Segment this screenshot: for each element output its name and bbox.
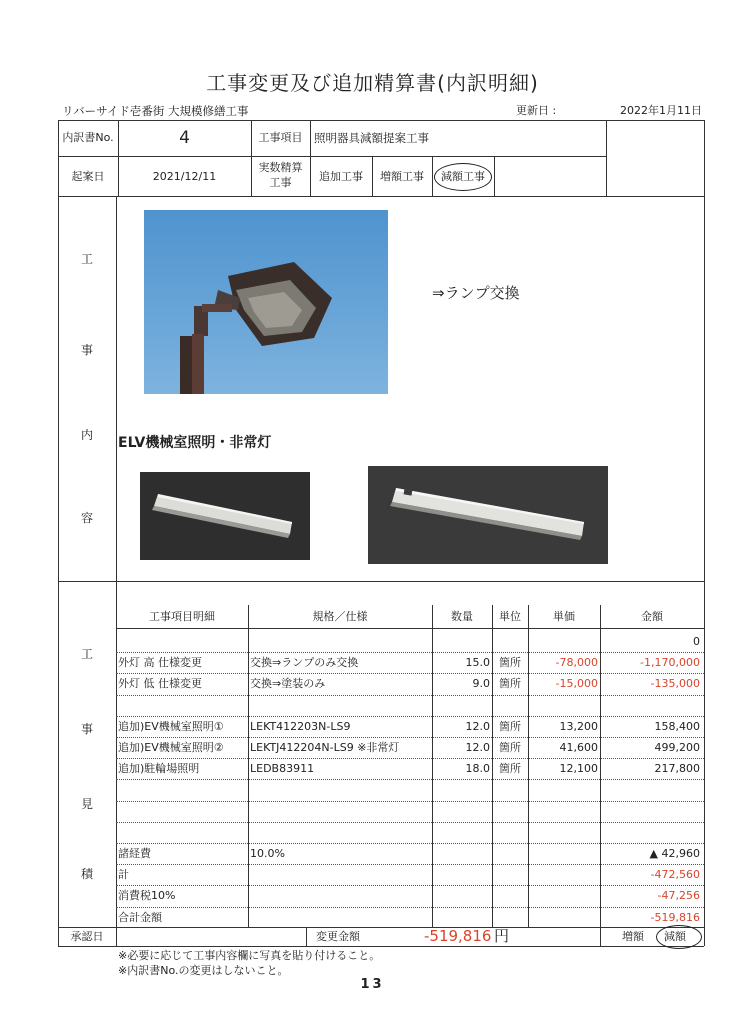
document-title: 工事変更及び追加精算書(内訳明細) bbox=[206, 71, 539, 95]
updated-date: 2022年1月11日 bbox=[620, 104, 702, 117]
header-col-3 bbox=[310, 120, 311, 196]
estimate-cell-amount: -1,170,000 bbox=[640, 656, 700, 670]
elv-label: ELV機械室照明・非常灯 bbox=[118, 435, 272, 451]
estimate-row-divider bbox=[116, 801, 704, 802]
footer-col-3 bbox=[600, 927, 601, 946]
col-header-spec: 規格／仕様 bbox=[312, 610, 368, 623]
estimate-cell-item: 計 bbox=[118, 868, 129, 882]
estimate-row-divider bbox=[116, 779, 704, 780]
type-option-add[interactable]: 追加工事 bbox=[319, 170, 363, 183]
change-label: 変更金額 bbox=[316, 930, 360, 943]
estimate-cell-amount: 0 bbox=[693, 635, 700, 648]
estimate-cell-item: 合計金額 bbox=[118, 910, 162, 924]
footer-col-2 bbox=[306, 927, 307, 946]
estimate-row-divider bbox=[116, 864, 704, 865]
estimate-side-divider bbox=[116, 581, 117, 927]
estimate-cell-spec: 交換⇒ランプのみ交換 bbox=[250, 656, 359, 670]
header-col-7 bbox=[606, 120, 607, 196]
estimate-cell-spec: 交換⇒塗装のみ bbox=[250, 677, 326, 691]
no-label: 内訳書No. bbox=[62, 131, 114, 144]
estimate-cell-qty: 9.0 bbox=[472, 677, 490, 691]
increase-label: 増額 bbox=[622, 930, 644, 943]
date-value: 2021/12/11 bbox=[152, 170, 217, 183]
lamp-change-note: ⇒ランプ交換 bbox=[432, 284, 520, 302]
estimate-row-divider bbox=[116, 673, 704, 674]
estimate-cell-amount: 158,400 bbox=[654, 719, 700, 733]
no-value: 4 bbox=[179, 128, 190, 148]
estimate-cell-item: 消費税10% bbox=[118, 889, 176, 903]
col-header-qty: 数量 bbox=[451, 610, 473, 623]
estimate-cell-unit: 箇所 bbox=[499, 762, 521, 776]
street-light-photo bbox=[144, 210, 388, 394]
content-side-divider bbox=[116, 196, 117, 581]
frame-bottom bbox=[58, 946, 704, 947]
estimate-cell-item: 外灯 高 仕様変更 bbox=[118, 656, 202, 670]
note-no-change: ※内訳書No.の変更はしないこと。 bbox=[118, 964, 289, 977]
estimate-col-1 bbox=[248, 605, 249, 927]
estimate-bottom bbox=[58, 927, 704, 928]
estimate-row-divider bbox=[116, 822, 704, 823]
note-photo: ※必要に応じて工事内容欄に写真を貼り付けること。 bbox=[118, 949, 381, 962]
estimate-cell-price: 12,100 bbox=[559, 762, 598, 776]
estimate-cell-amount: -135,000 bbox=[650, 677, 700, 691]
change-unit: 円 bbox=[494, 927, 510, 945]
decrease-selected-circle bbox=[656, 925, 702, 949]
estimate-cell-qty: 15.0 bbox=[465, 656, 490, 670]
page-number: 13 bbox=[360, 977, 385, 992]
content-side-char-4: 容 bbox=[80, 511, 93, 525]
estimate-cell-price: -78,000 bbox=[555, 656, 598, 670]
estimate-side-char-2: 事 bbox=[80, 722, 93, 736]
content-side-char-2: 事 bbox=[80, 343, 93, 357]
item-value: 照明器具減額提案工事 bbox=[314, 131, 429, 145]
estimate-cell-price: 13,200 bbox=[559, 719, 598, 733]
content-side-char-1: 工 bbox=[80, 252, 93, 266]
estimate-cell-price: -15,000 bbox=[555, 677, 598, 691]
col-header-amount: 金額 bbox=[641, 610, 663, 623]
estimate-cell-price: 41,600 bbox=[559, 741, 598, 754]
estimate-side-char-1: 工 bbox=[80, 647, 93, 661]
estimate-cell-item: 追加)EV機械室照明② bbox=[118, 741, 224, 754]
project-name: リバーサイド壱番街 大規模修繕工事 bbox=[62, 104, 249, 118]
estimate-cell-spec: LEDB83911 bbox=[250, 762, 315, 776]
header-row-divider bbox=[58, 156, 606, 157]
type-option-decrease[interactable]: 減額工事 bbox=[441, 170, 485, 183]
estimate-row-divider bbox=[116, 652, 704, 653]
estimate-cell-amount: -47,256 bbox=[657, 889, 700, 903]
estimate-cell-qty: 12.0 bbox=[465, 719, 490, 733]
col-header-price: 単価 bbox=[553, 610, 575, 623]
estimate-cell-amount: -472,560 bbox=[650, 868, 700, 882]
elv-light-photo-1 bbox=[140, 472, 310, 560]
estimate-cell-item: 追加)駐輪場照明 bbox=[118, 762, 200, 776]
estimate-cell-item: 外灯 低 仕様変更 bbox=[118, 677, 202, 691]
decrease-label: 減額 bbox=[664, 930, 686, 943]
header-bottom bbox=[58, 196, 704, 197]
estimate-cell-qty: 12.0 bbox=[465, 741, 490, 754]
estimate-row-divider bbox=[116, 885, 704, 886]
estimate-row-divider bbox=[116, 716, 704, 717]
type-label-line1: 実数精算 bbox=[258, 161, 303, 174]
estimate-cell-amount: ▲ 42,960 bbox=[649, 847, 700, 860]
frame-top bbox=[58, 120, 704, 121]
estimate-cell-unit: 箇所 bbox=[499, 656, 521, 670]
content-bottom bbox=[58, 581, 704, 582]
col-header-unit: 単位 bbox=[499, 610, 521, 623]
estimate-side-char-4: 積 bbox=[80, 867, 93, 881]
date-label: 起案日 bbox=[71, 170, 105, 183]
estimate-cell-unit: 箇所 bbox=[499, 677, 521, 691]
estimate-side-char-3: 見 bbox=[80, 797, 93, 811]
estimate-row-divider bbox=[116, 695, 704, 696]
header-col-6 bbox=[494, 156, 495, 196]
estimate-cell-unit: 箇所 bbox=[499, 719, 521, 733]
frame-right bbox=[704, 120, 705, 946]
approval-label: 承認日 bbox=[70, 930, 104, 943]
type-selected-circle bbox=[434, 163, 492, 191]
estimate-row-divider bbox=[116, 758, 704, 759]
estimate-row-divider bbox=[116, 737, 704, 738]
footer-col-1 bbox=[116, 927, 117, 946]
estimate-cell-spec: LEKTJ412204N-LS9 ※非常灯 bbox=[250, 741, 400, 754]
estimate-cell-item: 諸経費 bbox=[118, 847, 151, 860]
estimate-row-divider bbox=[116, 907, 704, 908]
estimate-cell-amount: 499,200 bbox=[654, 741, 700, 754]
type-label-line2: 工事 bbox=[269, 176, 292, 189]
item-label: 工事項目 bbox=[258, 131, 303, 144]
estimate-table-header-line bbox=[116, 628, 704, 629]
estimate-cell-unit: 箇所 bbox=[499, 741, 521, 754]
change-amount: -519,816 bbox=[424, 927, 492, 945]
estimate-cell-amount: -519,816 bbox=[650, 910, 700, 924]
content-side-char-3: 内 bbox=[80, 428, 93, 442]
type-option-increase[interactable]: 増額工事 bbox=[380, 170, 424, 183]
estimate-cell-spec: 10.0% bbox=[250, 847, 285, 860]
estimate-cell-item: 追加)EV機械室照明① bbox=[118, 719, 224, 733]
elv-light-photo-2 bbox=[368, 466, 608, 564]
estimate-cell-amount: 217,800 bbox=[654, 762, 700, 776]
updated-label: 更新日 : bbox=[516, 104, 557, 117]
frame-left bbox=[58, 120, 59, 946]
estimate-row-divider bbox=[116, 843, 704, 844]
estimate-cell-spec: LEKT412203N-LS9 bbox=[250, 719, 351, 733]
estimate-cell-qty: 18.0 bbox=[465, 762, 490, 776]
col-header-item: 工事項目明細 bbox=[149, 610, 215, 623]
